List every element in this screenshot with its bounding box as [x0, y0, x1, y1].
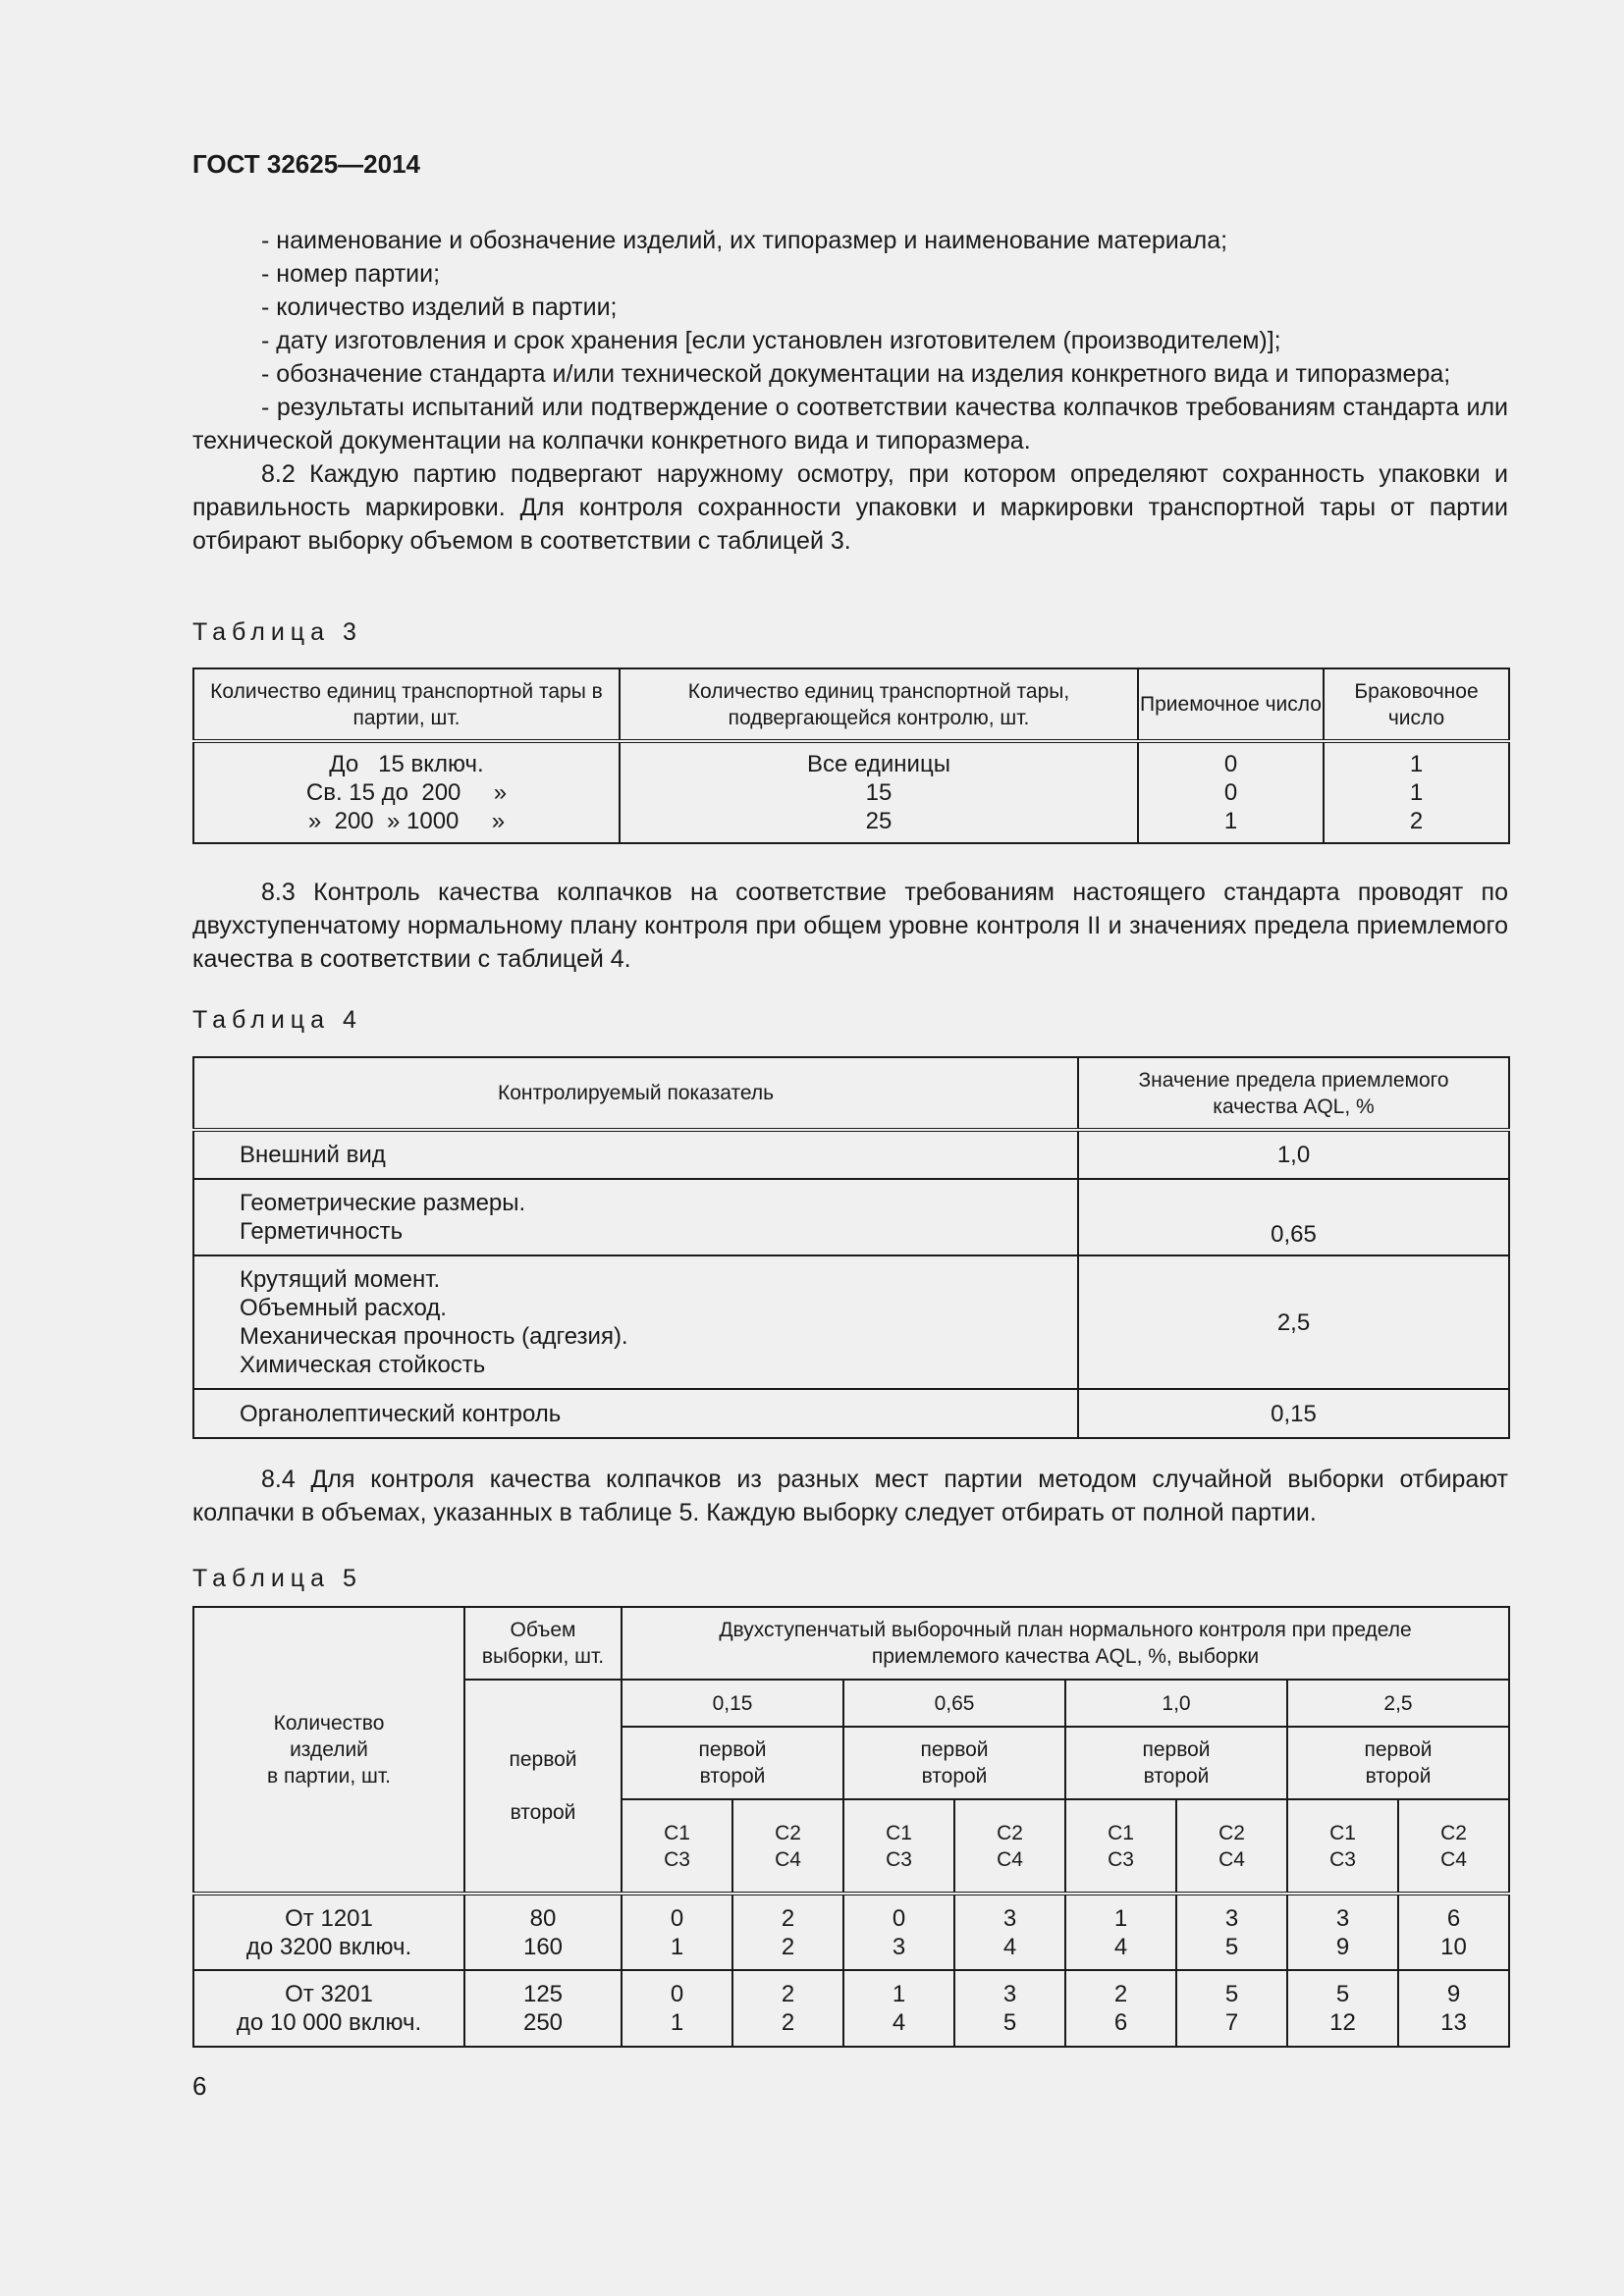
table4-indicator: Внешний вид	[193, 1130, 1078, 1179]
list-item: - наименование и обозначение изделий, их типоразмер и наименование материала;	[261, 227, 1228, 254]
table5-c-header: C2 C4	[954, 1799, 1065, 1894]
table5-first-second: первой второй	[622, 1727, 843, 1799]
list-item: - номер партии;	[261, 260, 441, 288]
table3-header: Количество единиц транспортной тары в партии, шт.	[193, 668, 620, 741]
table5-aql: 1,0	[1065, 1680, 1287, 1727]
table-5	[192, 1606, 1510, 2048]
list-item: - количество изделий в партии;	[261, 294, 618, 321]
table5-header-sub: первой второй	[464, 1680, 622, 1894]
table5-cell: 2 6	[1065, 1970, 1176, 2047]
table4-value: 2,5	[1078, 1255, 1509, 1389]
table5-vol: 80 160	[464, 1894, 622, 1970]
table5-cell: 3 9	[1287, 1894, 1398, 1970]
table5-c-header: C1 C3	[1065, 1799, 1176, 1894]
list-item: - результаты испытаний или подтверждение о соответствии качества колпачков требованиям стандарта или технической документации на колпачки конкретного вида и типоразмера.	[192, 394, 1508, 454]
table3-cell: До 15 включ. Св. 15 до 200 » » 200 » 1000 »	[193, 741, 620, 843]
table5-c-header: C2 C4	[1398, 1799, 1509, 1894]
table3-header: Приемочное число	[1138, 668, 1324, 741]
table5-label: Таблица 5	[192, 1565, 362, 1592]
paragraph-8-3-block	[192, 876, 1508, 976]
table5-first-second: первой второй	[843, 1727, 1065, 1799]
table-row	[193, 1970, 1509, 2047]
list-item: - обозначение стандарта и/или технической документации на изделия конкретного вида и типоразмера;	[261, 360, 1451, 388]
table5-vol: 125 250	[464, 1970, 622, 2047]
table5-cell: 5 7	[1176, 1970, 1287, 2047]
table5-cell: 1 4	[1065, 1894, 1176, 1970]
table5-qty: От 3201 до 10 000 включ.	[193, 1970, 464, 2047]
table5-cell: 3 5	[1176, 1894, 1287, 1970]
table5-cell: 0 1	[622, 1894, 732, 1970]
table3-header: Браковочное число	[1324, 668, 1509, 741]
table3-cell: 0 0 1	[1138, 741, 1324, 843]
table5-aql: 0,65	[843, 1680, 1065, 1727]
table-row	[193, 1894, 1509, 1970]
table3-label: Таблица 3	[192, 618, 362, 646]
table5-cell: 3 5	[954, 1970, 1065, 2047]
table5-cell: 5 12	[1287, 1970, 1398, 2047]
paragraph-8-4: 8.4 Для контроля качества колпачков из разных мест партии методом случайной выборки отбирают колпачки в объемах, указанных в таблице 5. Каждую выборку следует отбирать от полной партии.	[192, 1466, 1508, 1526]
table4-header: Контролируемый показатель	[193, 1057, 1078, 1130]
table4-indicator: Крутящий момент. Объемный расход. Механическая прочность (адгезия). Химическая стойкость	[193, 1255, 1078, 1389]
table4-value: 0,15	[1078, 1389, 1509, 1438]
table5-c-header: C1 C3	[843, 1799, 954, 1894]
table5-first-second: первой второй	[1065, 1727, 1287, 1799]
paragraph-8-2: 8.2 Каждую партию подвергают наружному осмотру, при котором определяют сохранность упаковки и правильность маркировки. Для контроля сохранности упаковки и маркировки транспортной тары от партии отбирают выборку объемом в соответствии с таблицей 3.	[192, 460, 1508, 555]
table5-aql: 2,5	[1287, 1680, 1509, 1727]
list-item: - дату изготовления и срок хранения [если установлен изготовителем (производителем)];	[261, 327, 1281, 354]
table5-cell: 3 4	[954, 1894, 1065, 1970]
table5-c-header: C1 C3	[622, 1799, 732, 1894]
table5-qty: От 1201 до 3200 включ.	[193, 1894, 464, 1970]
table3-cell: Все единицы 15 25	[620, 741, 1138, 843]
table5-cell: 2 2	[732, 1894, 843, 1970]
table5-c-header: C2 C4	[1176, 1799, 1287, 1894]
table-3	[192, 667, 1510, 844]
intro-text	[192, 224, 1508, 558]
table4-header: Значение предела приемлемого качества AQL, %	[1078, 1057, 1509, 1130]
table4-label: Таблица 4	[192, 1006, 362, 1034]
table5-c-header: C2 C4	[732, 1799, 843, 1894]
table5-header-volume: Объем выборки, шт.	[464, 1607, 622, 1680]
table3-cell: 1 1 2	[1324, 741, 1509, 843]
table5-header-plan: Двухступенчатый выборочный план нормального контроля при пределе приемлемого качества AQL, %, выборки	[622, 1607, 1509, 1680]
table5-cell: 9 13	[1398, 1970, 1509, 2047]
table4-value: 1,0	[1078, 1130, 1509, 1179]
table5-cell: 6 10	[1398, 1894, 1509, 1970]
table5-header-qty: Количество изделий в партии, шт.	[193, 1607, 464, 1894]
table5-first-second: первой второй	[1287, 1727, 1509, 1799]
document-header: ГОСТ 32625—2014	[192, 149, 420, 179]
table5-cell: 2 2	[732, 1970, 843, 2047]
table4-value: 0,65	[1078, 1179, 1509, 1255]
paragraph-8-3: 8.3 Контроль качества колпачков на соответствие требованиям настоящего стандарта проводят по двухступенчатому нормальному плану контроля при общем уровне контроля II и значениях предела приемлемого качества в соответствии с таблицей 4.	[192, 879, 1508, 973]
table-4	[192, 1056, 1510, 1439]
table5-aql: 0,15	[622, 1680, 843, 1727]
table5-cell: 0 1	[622, 1970, 732, 2047]
table5-c-header: C1 C3	[1287, 1799, 1398, 1894]
page-number: 6	[192, 2071, 207, 2101]
table5-cell: 1 4	[843, 1970, 954, 2047]
paragraph-8-4-block	[192, 1463, 1508, 1529]
table3-header: Количество единиц транспортной тары, подвергающейся контролю, шт.	[620, 668, 1138, 741]
table4-indicator: Геометрические размеры. Герметичность	[193, 1179, 1078, 1255]
table5-cell: 0 3	[843, 1894, 954, 1970]
table4-indicator: Органолептический контроль	[193, 1389, 1078, 1438]
